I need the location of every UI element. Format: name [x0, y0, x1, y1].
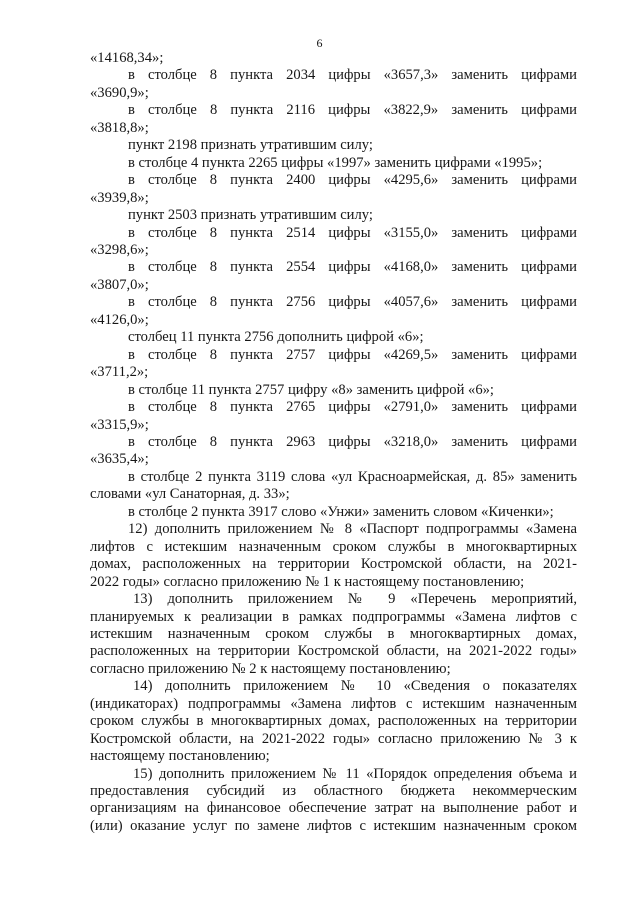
text-line: планируемых к реализации в рамках подпрограммы «Замена лифтов с: [90, 608, 577, 625]
text-line: домах, расположенных на территории Костромской области, на 2021-: [90, 556, 577, 573]
text-line: «3315,9»;: [90, 416, 149, 433]
text-line: «3818,8»;: [90, 119, 149, 136]
text-line: 13) дополнить приложением № 9 «Перечень мероприятий,: [133, 591, 577, 608]
text-line: лифтов с истекшим назначенным сроком службы в многоквартирных: [90, 538, 577, 555]
text-line: «3939,8»;: [90, 189, 149, 206]
text-line: в столбце 4 пункта 2265 цифры «1997» заменить цифрами «1995»;: [128, 154, 543, 171]
text-line: 15) дополнить приложением № 11 «Порядок определения объема и: [133, 765, 577, 782]
text-line: в столбце 8 пункта 2514 цифры «3155,0» заменить цифрами: [128, 224, 577, 241]
text-line: «3298,6»;: [90, 241, 149, 258]
text-line: 14) дополнить приложением № 10 «Сведения о показателях: [133, 678, 577, 695]
text-line: в столбце 8 пункта 2765 цифры «2791,0» заменить цифрами: [128, 399, 577, 416]
text-line: в столбце 8 пункта 2963 цифры «3218,0» заменить цифрами: [128, 433, 577, 450]
text-line: «3635,4»;: [90, 451, 149, 468]
text-line: (или) оказание услуг по замене лифтов с истекшим назначенным сроком: [90, 817, 577, 834]
text-line: в столбце 8 пункта 2756 цифры «4057,6» заменить цифрами: [128, 294, 577, 311]
text-line: столбец 11 пункта 2756 дополнить цифрой «6»;: [128, 329, 424, 346]
text-line: в столбце 8 пункта 2757 цифры «4269,5» заменить цифрами: [128, 346, 577, 363]
text-line: «3807,0»;: [90, 276, 149, 293]
text-line: Костромской области, на 2021-2022 годы» согласно приложению № 3 к: [90, 730, 577, 747]
text-line: в столбце 2 пункта 3917 слово «Унжи» заменить словом «Киченки»;: [128, 503, 554, 520]
text-line: «14168,34»;: [90, 50, 164, 66]
text-line: в столбце 8 пункта 2034 цифры «3657,3» заменить цифрами: [128, 67, 577, 84]
text-line: «4126,0»;: [90, 311, 149, 328]
text-line: в столбце 8 пункта 2116 цифры «3822,9» заменить цифрами: [128, 102, 577, 119]
text-line: словами «ул Санаторная, д. 33»;: [90, 486, 290, 503]
page-number: 6: [316, 36, 323, 50]
text-line: (индикаторах) подпрограммы «Замена лифтов с истекшим назначенным: [90, 695, 577, 712]
text-line: «3711,2»;: [90, 364, 149, 381]
text-line: в столбце 11 пункта 2757 цифру «8» заменить цифрой «6»;: [128, 381, 494, 398]
text-line: организациям на финансовое обеспечение затрат на выполнение работ и: [90, 800, 577, 817]
text-line: «3690,9»;: [90, 84, 149, 101]
text-line: пункт 2503 признать утратившим силу;: [128, 207, 373, 224]
text-line: согласно приложению № 2 к настоящему постановлению;: [90, 660, 451, 677]
text-line: в столбце 8 пункта 2554 цифры «4168,0» заменить цифрами: [128, 259, 577, 276]
text-line: истекшим назначенным сроком службы в многоквартирных домах,: [90, 625, 577, 642]
text-line: настоящему постановлению;: [90, 748, 270, 765]
text-line: в столбце 8 пункта 2400 цифры «4295,6» заменить цифрами: [128, 172, 577, 189]
text-line: 12) дополнить приложением № 8 «Паспорт подпрограммы «Замена: [128, 521, 577, 538]
text-line: в столбце 2 пункта 3119 слова «ул Красноармейская, д. 85» заменить: [128, 468, 577, 485]
text-line: 2022 годы» согласно приложению № 1 к настоящему постановлению;: [90, 573, 525, 590]
document-body: [90, 50, 577, 835]
text-line: предоставления субсидий из областного бюджета некоммерческим: [90, 783, 577, 800]
text-line: пункт 2198 признать утратившим силу;: [128, 137, 373, 154]
text-line: сроком службы в многоквартирных домах, расположенных на территории: [90, 713, 577, 730]
text-line: расположенных на территории Костромской области, на 2021-2022 годы»: [90, 643, 577, 660]
